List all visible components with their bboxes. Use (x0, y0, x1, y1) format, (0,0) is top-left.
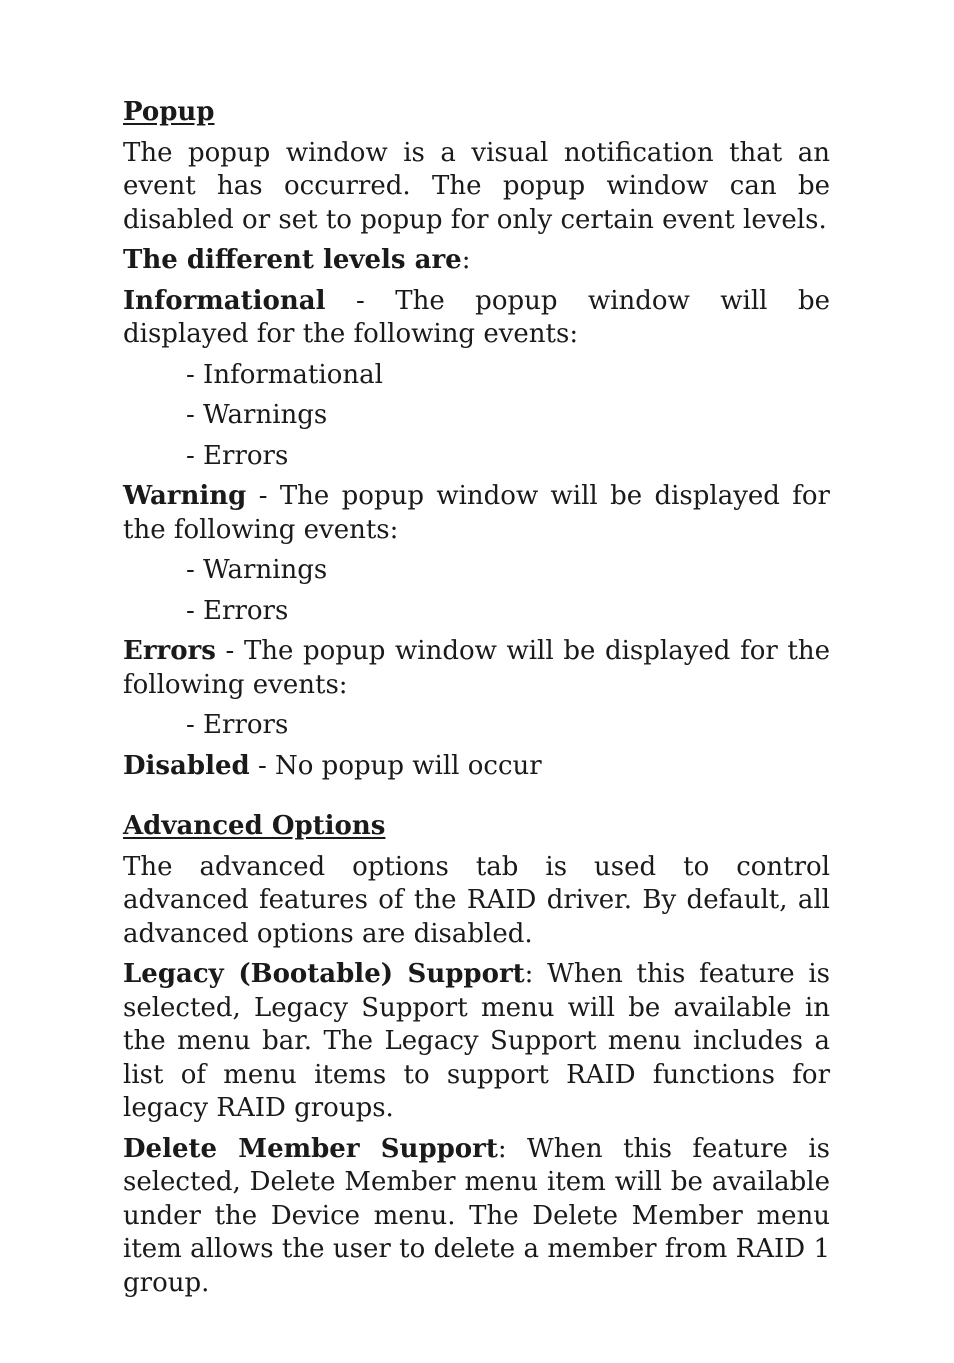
legacy-desc: : When this feature is selected, Legacy Support menu will be available in the menu bar. The Legacy Support menu includes a list of menu items to support RAID functions for legacy RAID groups. (123, 959, 831, 1123)
warning-term: Warning (123, 481, 247, 511)
warning-desc: - The popup window will be displayed for the following events: (123, 481, 830, 545)
list-item: - Errors (186, 440, 289, 471)
list-item: - Informational (186, 359, 383, 390)
warning-events-list (123, 554, 830, 628)
list-item: - Errors (186, 595, 289, 626)
errors-desc: - The popup window will be displayed for the following events: (123, 636, 830, 700)
document-page (123, 96, 830, 1307)
advanced-intro: The advanced options tab is used to control advanced features of the RAID driver. By default, all advanced options are disabled. (123, 851, 830, 949)
delete-member-term: Delete Member Support (123, 1133, 498, 1164)
levels-label-text: The different levels are (123, 245, 462, 275)
informational-level (123, 285, 830, 352)
list-item: - Errors (186, 710, 289, 740)
levels-label (123, 244, 830, 278)
list-item: - Warnings (186, 400, 328, 430)
popup-intro: The popup window is a visual notification that an event has occurred. The popup window can be disabled or set to popup for only certain event levels. (123, 137, 830, 235)
legacy-term: Legacy (Bootable) Support (123, 959, 525, 989)
delete-member-support (123, 1133, 830, 1301)
informational-desc: - The popup window will be displayed for the following events: (123, 285, 830, 349)
disabled-term: Disabled (123, 750, 250, 781)
errors-term: Errors (123, 636, 216, 666)
warning-level (123, 480, 830, 547)
section-spacer (123, 790, 830, 810)
errors-events-list (123, 709, 830, 743)
levels-label-colon: : (461, 245, 471, 275)
legacy-support (123, 958, 830, 1126)
errors-level (123, 635, 830, 702)
list-item: - Warnings (186, 555, 328, 585)
disabled-desc: - No popup will occur (249, 750, 542, 781)
informational-events-list (123, 359, 830, 474)
disabled-level (123, 750, 830, 784)
popup-heading: Popup (123, 97, 215, 127)
advanced-options-heading: Advanced Options (123, 811, 386, 841)
delete-member-desc: : When this feature is selected, Delete Member menu item will be available under the Device menu. The Delete Member menu item allows the user to delete a member from RAID 1 group. (123, 1133, 830, 1298)
informational-term: Informational (123, 285, 326, 316)
